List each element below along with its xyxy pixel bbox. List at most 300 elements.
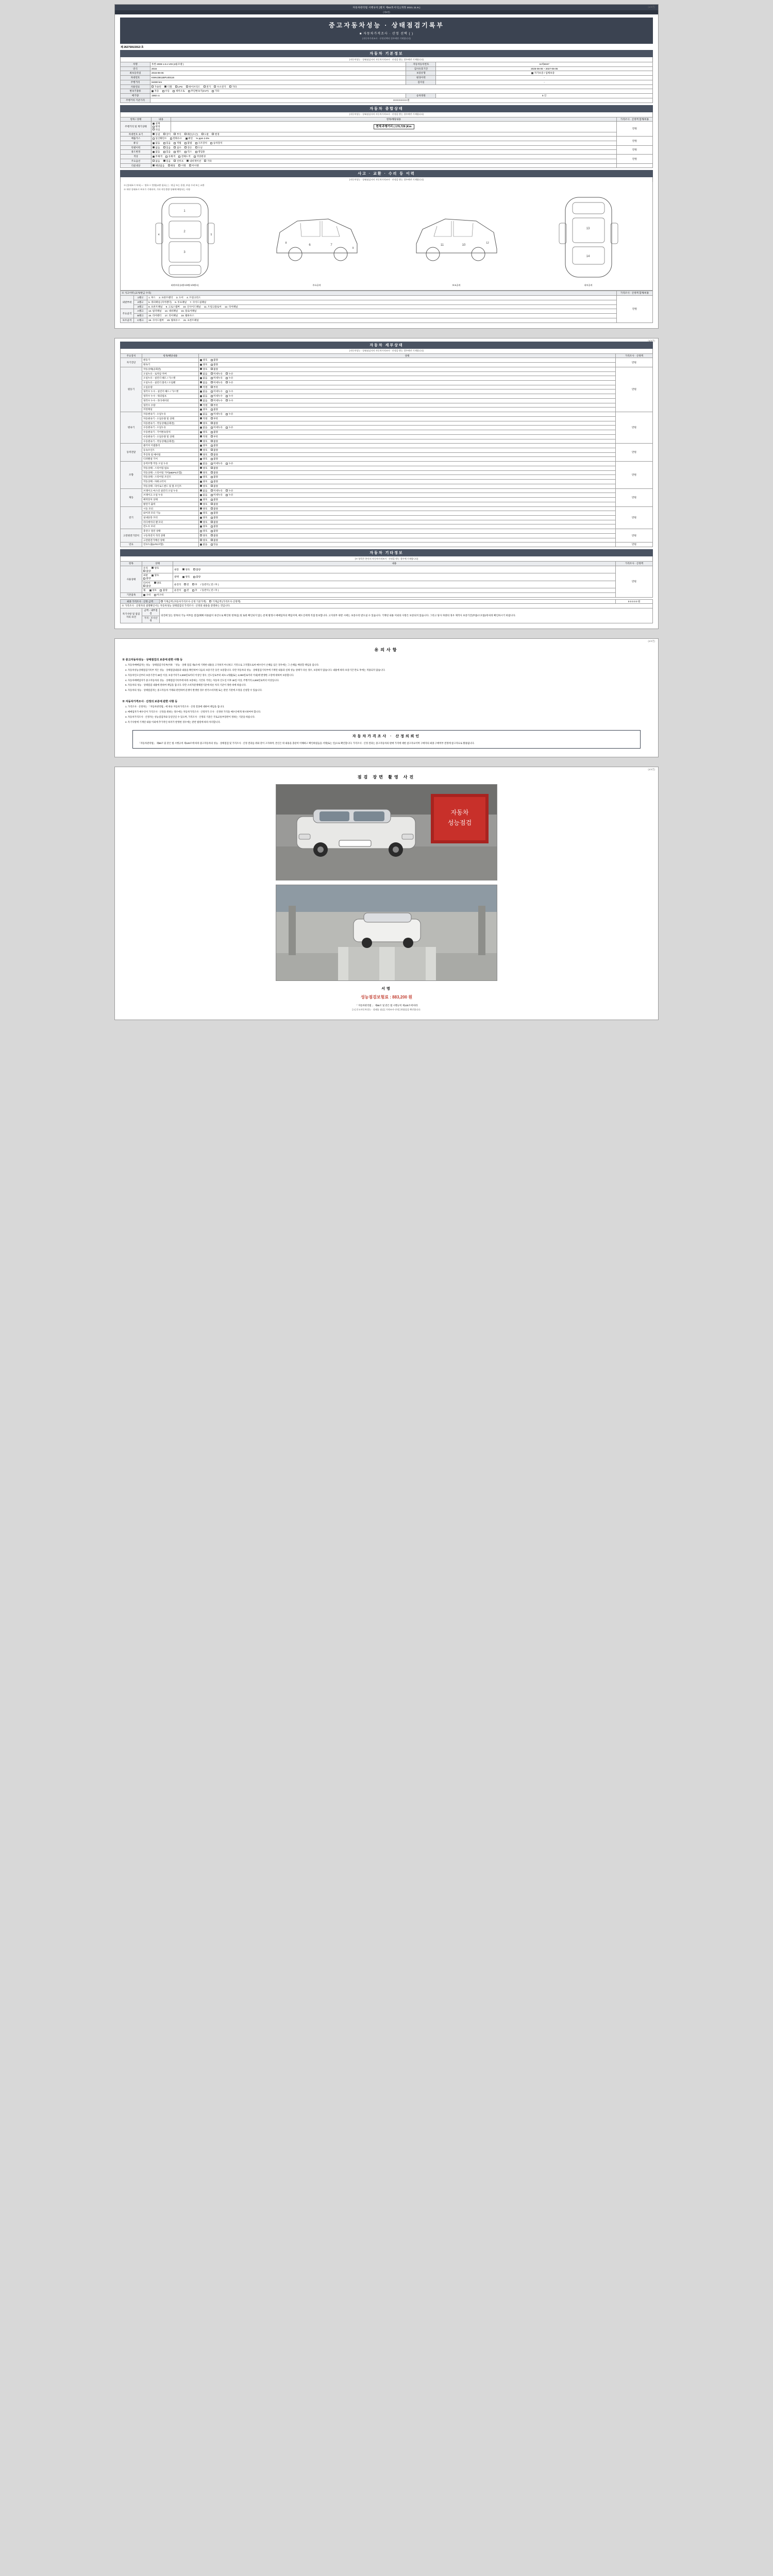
state-minor[interactable]: [211, 413, 223, 416]
legend-4-2: 18. 휠하우스: [181, 314, 194, 317]
state-bad[interactable]: [211, 408, 218, 411]
state-ok[interactable]: [200, 444, 207, 447]
state-none[interactable]: [200, 377, 207, 380]
other-3-bad[interactable]: [160, 589, 167, 592]
detail-row-2-0-label: 자동변속기 - 오일누유: [142, 412, 199, 417]
state-ok[interactable]: [200, 525, 207, 528]
odometer-reading: 현재 주행거리 ( 170,729 )Km: [374, 124, 414, 130]
other-1-bad[interactable]: [143, 577, 150, 580]
opt-opt-4[interactable]: [204, 160, 211, 163]
tuning-opt-0[interactable]: [153, 142, 160, 145]
detail-price-1: 만원: [616, 367, 653, 412]
state-ok[interactable]: [200, 386, 207, 389]
state-bad[interactable]: [211, 467, 218, 470]
table-row: [121, 421, 653, 426]
state-ok-label: 적정: [203, 403, 208, 406]
other-2-ok[interactable]: [154, 582, 161, 585]
table-row: [121, 581, 653, 588]
use-opt-3[interactable]: [184, 150, 192, 154]
vin-opt-1-label: 상이: [166, 132, 171, 135]
summary-row-0-label: 금액 - 내부점검: [142, 608, 160, 616]
tuning-opt-1[interactable]: [163, 142, 171, 145]
state-ok[interactable]: [200, 485, 207, 488]
state-ok[interactable]: [200, 471, 207, 474]
trans-options: [150, 89, 653, 94]
state-bad[interactable]: [211, 516, 218, 519]
state-none[interactable]: [200, 372, 207, 376]
state-minor-label: 미세누수: [213, 395, 223, 398]
state-ok-label: 양호: [203, 431, 208, 434]
detail-price-6: 만원: [616, 506, 653, 529]
table-row: [121, 599, 653, 604]
svg-text:6: 6: [308, 244, 311, 247]
other-4-none[interactable]: [154, 594, 164, 597]
state-none[interactable]: [200, 399, 207, 402]
band-detail: 자동차 세부상태: [120, 342, 653, 349]
state-none-label: 없음: [203, 413, 208, 416]
state-ok[interactable]: [200, 457, 207, 461]
legend-label-outer: 외판부위: [121, 296, 134, 309]
state-bad[interactable]: [211, 457, 218, 461]
state-leak-label: 누유: [228, 426, 233, 429]
other-col-3: 가격조사 · 산정액: [616, 562, 653, 566]
state-ok[interactable]: [200, 467, 207, 470]
state-ok[interactable]: [200, 453, 207, 456]
state-bad[interactable]: [211, 476, 218, 479]
state-bad[interactable]: [211, 521, 218, 524]
emis-opt-2[interactable]: [186, 137, 193, 140]
trans-option-semi[interactable]: [173, 90, 184, 93]
state-bad[interactable]: [211, 386, 218, 389]
table-row: [121, 493, 653, 498]
summary-check-left-label: 기재금액 (자동차가격조사·산정 기준가액): [163, 600, 207, 603]
fuel-option-ev[interactable]: [204, 86, 211, 89]
fuel-option-lpg[interactable]: [175, 86, 183, 89]
state-bad[interactable]: [211, 422, 218, 425]
trans-option-auto[interactable]: [152, 90, 159, 93]
car-caption-0: 외판부위 (1랭크/2랭크/3랭크): [171, 284, 199, 287]
band-accident-note: (자동차성능 · 상태점검자의 자동차가격조사 · 산정을 받는 경우에만 기재합니다): [120, 177, 653, 182]
state-bad[interactable]: [211, 359, 218, 362]
detail-row-6-3-states: [199, 520, 616, 524]
other-row-3b: [173, 588, 616, 593]
state-ok[interactable]: [200, 476, 207, 479]
other-1-ok-label: 양호: [154, 574, 159, 577]
special-opt-0[interactable]: [153, 146, 160, 149]
recall-opt-3[interactable]: [189, 164, 199, 167]
state-none[interactable]: [200, 543, 207, 546]
state-ok[interactable]: [200, 516, 207, 519]
state-leak[interactable]: [226, 462, 233, 465]
basic-label-0: 차명: [121, 62, 150, 67]
footer-note-1: 「 자동차관리법 」 제58조 및 같은 법 시행규칙 제120조에 따라: [355, 1004, 418, 1007]
legend-items-0: [147, 296, 617, 300]
state-none-label: 없음: [203, 399, 208, 402]
other-4-have[interactable]: [143, 594, 150, 597]
color-opt-0[interactable]: [153, 155, 162, 158]
other-2b-rear[interactable]: [192, 583, 197, 586]
state-ok[interactable]: [200, 507, 207, 511]
warranty-self[interactable]: [531, 72, 554, 75]
state-bad[interactable]: [211, 525, 218, 528]
state-minor-label: 미세누유: [213, 381, 223, 384]
state-leak[interactable]: [226, 426, 233, 429]
state-leak[interactable]: [226, 494, 233, 497]
vin-opt-5[interactable]: [212, 133, 219, 136]
fuel-label-6: 기타: [232, 85, 237, 88]
opt-opt-2[interactable]: [174, 160, 183, 163]
car-left-svg: [271, 192, 363, 282]
special-opt-2[interactable]: [174, 146, 181, 149]
basic-value-2: 2015-06-06: [150, 71, 406, 76]
state-bad[interactable]: [211, 539, 218, 542]
other-0b-ok[interactable]: [182, 568, 190, 571]
oath-box: [132, 730, 641, 749]
state-bad[interactable]: [211, 444, 218, 447]
state-ok[interactable]: [200, 431, 207, 434]
state-ok[interactable]: [200, 363, 207, 366]
summary-value: 0 0 0 0 0 원: [616, 599, 653, 604]
fuel-option-hydrogen[interactable]: [214, 86, 226, 89]
state-ok-label: 적정: [203, 417, 208, 420]
state-ok[interactable]: [200, 368, 207, 371]
state-bad[interactable]: [211, 507, 218, 511]
table-row: [121, 466, 653, 470]
special-opt-1[interactable]: [163, 146, 171, 149]
state-ok-label: 적정: [203, 435, 208, 438]
tuning-opt-2[interactable]: [174, 142, 181, 145]
table-row: [121, 588, 653, 593]
state-ok[interactable]: [200, 440, 207, 443]
other-3-ok[interactable]: [149, 589, 157, 592]
state-ok-label: 양호: [203, 421, 208, 425]
vin-opt-3-label: 훼손(오손): [187, 132, 198, 135]
state-ok[interactable]: [200, 480, 207, 483]
table-row: [121, 457, 653, 462]
fuel-option-etc[interactable]: [229, 86, 237, 89]
state-ok[interactable]: [200, 435, 207, 438]
state-minor[interactable]: [211, 462, 223, 465]
trans-option-etc[interactable]: [212, 90, 219, 93]
state-ok[interactable]: [200, 408, 207, 411]
state-ok-label: 양호: [203, 538, 208, 541]
special-opt-4[interactable]: [195, 146, 203, 149]
state-ok[interactable]: [200, 498, 207, 501]
special-opt-3[interactable]: [184, 146, 192, 149]
state-bad-label: 불량: [213, 507, 219, 510]
state-ok[interactable]: [200, 503, 207, 506]
notice-item2-0: 1. 가격조사 · 산정자는 「자동차관리법」에 따른 자동차가격조사 · 산정 결과에 대하여 책임을 집니다.: [125, 705, 225, 708]
state-ok[interactable]: [200, 539, 207, 542]
recall-opt-2[interactable]: [178, 164, 186, 167]
state-minor[interactable]: [211, 390, 223, 393]
notice-heading-1: ※ 중고자동차성능 · 상태점검의 보증에 관한 사항 등: [122, 658, 183, 662]
tuning-opt-5[interactable]: [210, 142, 222, 145]
other-row-3-label: 휠: [143, 589, 146, 592]
vin-opt-1[interactable]: [163, 133, 171, 136]
state-bad[interactable]: [211, 498, 218, 501]
state-ok[interactable]: [200, 404, 207, 407]
page-title: 중고자동차성능 · 상태점검기록부: [329, 22, 444, 29]
overall-label-2: 배출가스: [121, 137, 152, 141]
opt-opt-0[interactable]: [153, 160, 160, 163]
color-opt-3[interactable]: [194, 155, 206, 158]
state-bad[interactable]: [211, 417, 218, 420]
detail-row-1-2-states: [199, 376, 616, 381]
state-bad-label: 불량: [213, 453, 219, 456]
trans-label: 변속기종류: [121, 89, 150, 94]
detail-row-2-0-states: [199, 412, 616, 417]
fuel-option-gasoline[interactable]: [152, 86, 161, 89]
state-bad-label: 불량: [213, 457, 219, 461]
detail-group-0: 자기진단: [121, 358, 142, 367]
state-minor[interactable]: [211, 494, 223, 497]
state-leak-label: 누수: [228, 399, 233, 402]
other-3b-front[interactable]: [184, 589, 189, 592]
state-bad[interactable]: [211, 471, 218, 474]
table-summary: [120, 599, 653, 623]
state-ok-label: 양호: [203, 453, 208, 456]
state-bad[interactable]: [211, 480, 218, 483]
tuning-opt-3[interactable]: [184, 142, 192, 145]
state-ok[interactable]: [200, 530, 207, 533]
table-row: [121, 358, 653, 363]
state-leak[interactable]: [226, 381, 233, 384]
basic-label-1b: 검사유효기간: [406, 66, 436, 71]
state-minor[interactable]: [211, 372, 223, 376]
state-none-label: 없음: [203, 377, 208, 380]
state-leak[interactable]: [226, 377, 233, 380]
table-row: [121, 376, 653, 381]
use-opt-4[interactable]: [195, 150, 205, 154]
color-opt-1[interactable]: [165, 155, 175, 158]
state-ok[interactable]: [200, 449, 207, 452]
recall-opt-0[interactable]: [153, 164, 164, 167]
other-1b-ok[interactable]: [182, 575, 190, 579]
table-row: [121, 604, 653, 608]
color-opt-1-label: 유채색: [168, 155, 175, 158]
state-leak[interactable]: [226, 489, 233, 493]
vin-opt-2[interactable]: [174, 133, 181, 136]
svg-text:9: 9: [352, 247, 354, 250]
vin-opt-0[interactable]: [153, 133, 160, 136]
use-opt-2[interactable]: [174, 150, 181, 154]
summary-check-left[interactable]: [161, 600, 206, 603]
detail-row-6-2-label: 실내송풍 모터: [142, 516, 199, 520]
trans-option-manual[interactable]: [162, 90, 170, 93]
summary-check-right[interactable]: [209, 600, 240, 603]
svg-text:3: 3: [183, 251, 186, 255]
overall-items-7: [152, 159, 617, 163]
state-bad[interactable]: [211, 530, 218, 533]
detail-row-5-2-label: 배력장치 상태: [142, 498, 199, 502]
state-yes-label: 있음: [213, 543, 219, 546]
tuning-opt-4-label: 구조장치: [198, 142, 207, 145]
legend-grade-1: 2랭크: [134, 300, 147, 304]
opt-opt-3[interactable]: [187, 160, 201, 163]
use-opt-4-label: 영업용: [198, 150, 205, 154]
recall-opt-1-label: 해당: [171, 164, 175, 167]
other-col-0: 항목: [121, 562, 142, 566]
notice-item-4: 5. 자동차의 성능 · 상태점검 내용에 관하여 책임을 집니다. 다만 소비자분쟁해결기준에 따른 처리 기준이 정한 바에 따릅니다.: [125, 684, 246, 687]
detail-row-6-1-states: [199, 511, 616, 516]
state-minor[interactable]: [211, 381, 223, 384]
use-opt-1[interactable]: [163, 150, 171, 154]
state-none-label: 없음: [203, 372, 208, 375]
other-1-ok[interactable]: [152, 574, 159, 577]
state-bad[interactable]: [211, 440, 218, 443]
state-bad[interactable]: [211, 453, 218, 456]
vin-opt-4[interactable]: [201, 133, 209, 136]
state-minor[interactable]: [211, 489, 223, 493]
state-minor[interactable]: [211, 426, 223, 429]
vin-opt-3[interactable]: [184, 133, 198, 136]
state-minor[interactable]: [211, 395, 223, 398]
emis-opt-0[interactable]: [153, 137, 167, 140]
state-leak[interactable]: [226, 399, 233, 402]
state-bad[interactable]: [211, 404, 218, 407]
table-row: [121, 593, 653, 598]
svg-text:14: 14: [586, 255, 590, 259]
state-ok[interactable]: [200, 417, 207, 420]
recall-opt-1[interactable]: [168, 164, 175, 167]
state-leak[interactable]: [226, 413, 233, 416]
opt-opt-0-label: 없음: [155, 159, 160, 162]
car-diagram-right: [410, 192, 503, 287]
state-minor[interactable]: [211, 377, 223, 380]
legend-3-2: 15. 플로어패널: [181, 310, 197, 313]
detail-row-6-1-label: 와이퍼 모터 기능: [142, 511, 199, 516]
special-opt-0-label: 없음: [155, 146, 160, 149]
state-ok[interactable]: [200, 521, 207, 524]
state-none[interactable]: [200, 390, 207, 393]
state-none[interactable]: [200, 381, 207, 384]
state-bad[interactable]: [211, 485, 218, 488]
detail-price-2: 만원: [616, 412, 653, 444]
state-yes[interactable]: [211, 543, 218, 546]
fuel-option-hybrid[interactable]: [186, 86, 200, 89]
other-1b-bad-label: 불량: [196, 575, 201, 579]
other-1b-bad[interactable]: [193, 575, 200, 579]
table-row: [121, 608, 653, 616]
legend-4-1: 17. 리어패널: [164, 314, 178, 317]
document-number-row: [121, 45, 653, 49]
summary-check-right-label: 기재금액 (가격조사·산정액): [212, 600, 241, 603]
state-ok[interactable]: [200, 359, 207, 362]
use-opt-0[interactable]: [153, 150, 160, 154]
notice-item-1: 2. 자동차성능상태점검기록부 적은 성능 · 상태점검내용과 내용을 확인하여 다음의 보증기간 동안 보증합니다. 다만 자동차의 성능 · 상태점검기록부에 기재된 내용과 실제 성능·상태가 다른 경우, 보증하지 않습니다. 내용에 따라 보증기간 만료 후에는 적용되지 않습니다.: [125, 668, 385, 671]
state-none[interactable]: [200, 426, 207, 429]
other-2-bad[interactable]: [143, 585, 150, 588]
use-opt-1-label: 있음: [166, 150, 171, 154]
car-caption-2: 보조골격: [452, 284, 461, 287]
state-none[interactable]: [200, 413, 207, 416]
opt-opt-1[interactable]: [163, 160, 171, 163]
state-ok-label: 양호: [203, 480, 208, 483]
state-none-label: 없음: [203, 462, 208, 465]
overall-price-2: 만원: [617, 137, 653, 145]
state-leak[interactable]: [226, 395, 233, 398]
state-ok[interactable]: [200, 422, 207, 425]
other-3b-rear[interactable]: [192, 589, 197, 592]
other-0b-bad-label: 불량: [196, 568, 201, 571]
opt-opt-4-label: 기타: [207, 159, 212, 162]
state-ok[interactable]: [200, 512, 207, 515]
other-row-2: [142, 581, 173, 588]
notice-item-5: 6. 자동차의 성능 · 상태점검자는 중고자동차 거래와 관련하여 분쟁이 발생한 경우 한국소비자원 또는 관련 기관에 조정을 신청할 수 있습니다.: [125, 689, 262, 692]
state-none[interactable]: [200, 494, 207, 497]
tuning-opt-4[interactable]: [195, 142, 207, 145]
sheet-page-2: [114, 338, 659, 630]
fuel-option-diesel[interactable]: [164, 86, 172, 89]
table-row: [121, 163, 653, 168]
state-bad[interactable]: [211, 534, 218, 537]
recall-opt-0-label: 해당없음: [155, 164, 165, 167]
tuning-opt-5-label: 승차장치: [213, 142, 223, 145]
other-0-bad[interactable]: [143, 570, 150, 573]
state-minor[interactable]: [211, 399, 223, 402]
overall-0-opt-2[interactable]: [153, 128, 160, 131]
state-none[interactable]: [200, 395, 207, 398]
accident-diagram-section: [120, 182, 653, 291]
oath-title: 자동차가격조사 · 산정의뢰인: [352, 735, 421, 739]
color-opt-2[interactable]: [178, 155, 190, 158]
legend-items-5: [147, 318, 617, 323]
page-subtitle: ■ 자동차가격조사 · 산정 선택 ( ): [359, 32, 414, 36]
trans-option-cvt[interactable]: [188, 90, 209, 93]
state-ok[interactable]: [200, 534, 207, 537]
tuning-opt-2-label: 적법: [176, 142, 181, 145]
band-basic-info: 자동차 기본정보: [120, 50, 653, 57]
detail-row-7-1-label: 구동축전지 격리 상태: [142, 533, 199, 538]
state-bad[interactable]: [211, 435, 218, 438]
table-row: [121, 434, 653, 439]
state-bad[interactable]: [211, 449, 218, 452]
table-row: [121, 309, 653, 314]
state-none[interactable]: [200, 489, 207, 493]
state-bad[interactable]: [211, 503, 218, 506]
photo-lift-svg: [276, 885, 497, 980]
other-2b-front[interactable]: [184, 583, 189, 586]
state-bad[interactable]: [211, 431, 218, 434]
state-ok-label: 양호: [203, 444, 208, 447]
state-ok-label: 양호: [203, 439, 208, 443]
state-leak[interactable]: [226, 390, 233, 393]
other-2-ok-label: 양호: [157, 581, 161, 584]
overall-col-2: 항목/해당내용: [171, 117, 617, 122]
other-0b-bad[interactable]: [193, 568, 200, 571]
state-bad[interactable]: [211, 512, 218, 515]
odo-price-label: 주행거리 기준가격: [121, 98, 150, 103]
state-none[interactable]: [200, 462, 207, 465]
state-ok-label: 양호: [203, 408, 208, 411]
state-bad[interactable]: [211, 368, 218, 371]
table-row: [121, 300, 653, 304]
other-0-ok[interactable]: [152, 567, 159, 570]
legend-title: ※ 사고이력 (교차/판금 수리): [121, 291, 617, 296]
emis-opt-1[interactable]: [170, 137, 182, 140]
state-minor-label: 미세누유: [213, 494, 223, 497]
document-page: [0, 0, 773, 1033]
state-ok-label: 양호: [203, 359, 208, 362]
table-row: [121, 462, 653, 466]
other-row-2b: [173, 581, 616, 588]
fuel-label-2: LPG: [178, 85, 183, 88]
state-bad[interactable]: [211, 363, 218, 366]
state-leak[interactable]: [226, 372, 233, 376]
notice-item-0: 1. 자동차매매업자는 성능 · 상태점검기록부(이하 「성능 · 상태 점검 제2조에 기재한 내용을 고지하지 아니하고 거짓으로 고지했으로써 매수인이 손해를 입은 경우에는 그 손해를 배상할 책임을 집니다.: [125, 664, 320, 667]
table-row: [121, 132, 653, 137]
